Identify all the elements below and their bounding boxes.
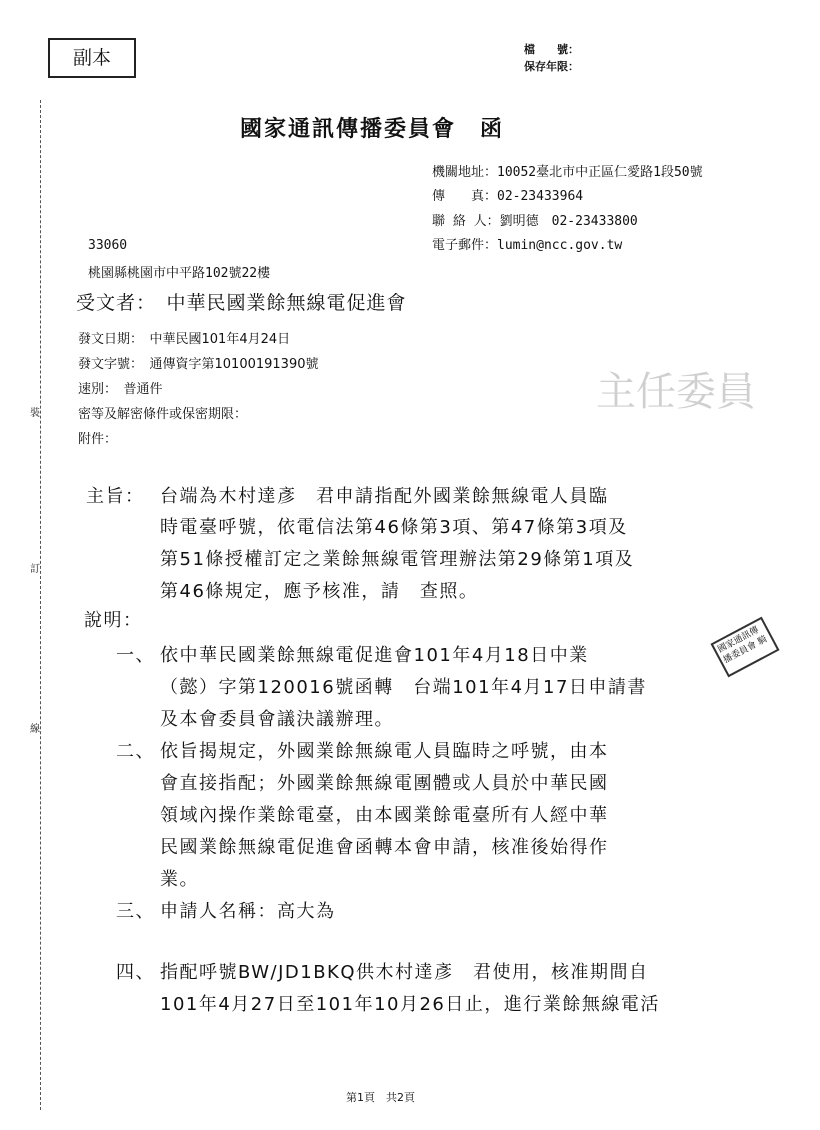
copy-label-box: 副本 xyxy=(48,38,136,78)
bleed-through-signature: 主任委員 xyxy=(596,369,756,415)
security-level: 密等及解密條件或保密期限： xyxy=(78,407,248,422)
attachment: 附件： xyxy=(78,432,118,447)
email-address: 電子郵件：lumin@ncc.gov.tw xyxy=(432,238,623,253)
subject-line: 第46條規定，應予核准，請 查照。 xyxy=(160,581,479,602)
binding-mark: 訂 xyxy=(30,560,40,575)
agency-address: 機關地址：10052臺北市中正區仁愛路1段50號 xyxy=(432,165,703,180)
item-line: 業。 xyxy=(160,869,199,890)
item-line: 民國業餘無線電促進會函轉本會申請，核准後始得作 xyxy=(160,837,609,858)
item-line: 申請人名稱：高大為 xyxy=(160,901,336,922)
item-line: 領域內操作業餘電臺，由本國業餘電臺所有人經中華 xyxy=(160,805,609,826)
item-number: 三、 xyxy=(116,901,155,922)
contact-person: 聯 絡 人：劉明德 02-23433800 xyxy=(432,214,638,229)
retention-label: 保存年限： xyxy=(524,60,579,73)
issue-date: 發文日期： 中華民國101年4月24日 xyxy=(78,332,291,347)
binding-mark: 裝 xyxy=(30,404,40,419)
document-number: 發文字號： 通傳資字第10100191390號 xyxy=(78,357,319,372)
item-number: 二、 xyxy=(116,741,155,762)
item-number: 四、 xyxy=(116,962,155,983)
item-line: 101年4月27日至101年10月26日止，進行業餘無線電活 xyxy=(160,994,660,1015)
fax-number: 傳 真：02-23433964 xyxy=(432,189,584,204)
agency-title: 國家通訊傳播委員會 函 xyxy=(240,117,505,142)
subject-label: 主旨： xyxy=(86,486,145,507)
subject-line: 時電臺呼號，依電信法第46條第3項、第47條第3項及 xyxy=(160,517,628,538)
page-number: 第1頁 共2頁 xyxy=(346,1091,415,1104)
item-line: 及本會委員會議決議辦理。 xyxy=(160,709,394,730)
item-line: 會直接指配；外國業餘無線電團體或人員於中華民國 xyxy=(160,773,609,794)
subject-line: 第51條授權訂定之業餘無線電管理辦法第29條第1項及 xyxy=(160,549,635,570)
binding-mark: 線 xyxy=(30,720,40,735)
file-number-label: 檔 號： xyxy=(524,43,579,56)
item-number: 一、 xyxy=(116,645,155,666)
recipient: 受文者： 中華民國業餘無線電促進會 xyxy=(76,292,407,314)
item-line: （懿）字第120016號函轉 台端101年4月17日申請書 xyxy=(160,677,647,698)
recipient-postcode: 33060 xyxy=(88,238,128,253)
binding-line xyxy=(40,100,41,1110)
explanation-label: 說明： xyxy=(84,610,143,631)
item-line: 指配呼號BW/JD1BKQ供木村達彥 君使用，核准期間自 xyxy=(160,962,649,983)
item-line: 依旨揭規定，外國業餘無線電人員臨時之呼號，由本 xyxy=(160,741,609,762)
subject-line: 台端為木村達彥 君申請指配外國業餘無線電人員臨 xyxy=(160,486,609,507)
item-line: 依中華民國業餘無線電促進會101年4月18日中業 xyxy=(160,645,589,666)
delivery-speed: 速別： 普通件 xyxy=(78,382,163,397)
seal-stamp: 國家通訊傳播委員會 騎 xyxy=(710,617,779,678)
recipient-address: 桃園縣桃園市中平路102號22樓 xyxy=(88,266,271,281)
